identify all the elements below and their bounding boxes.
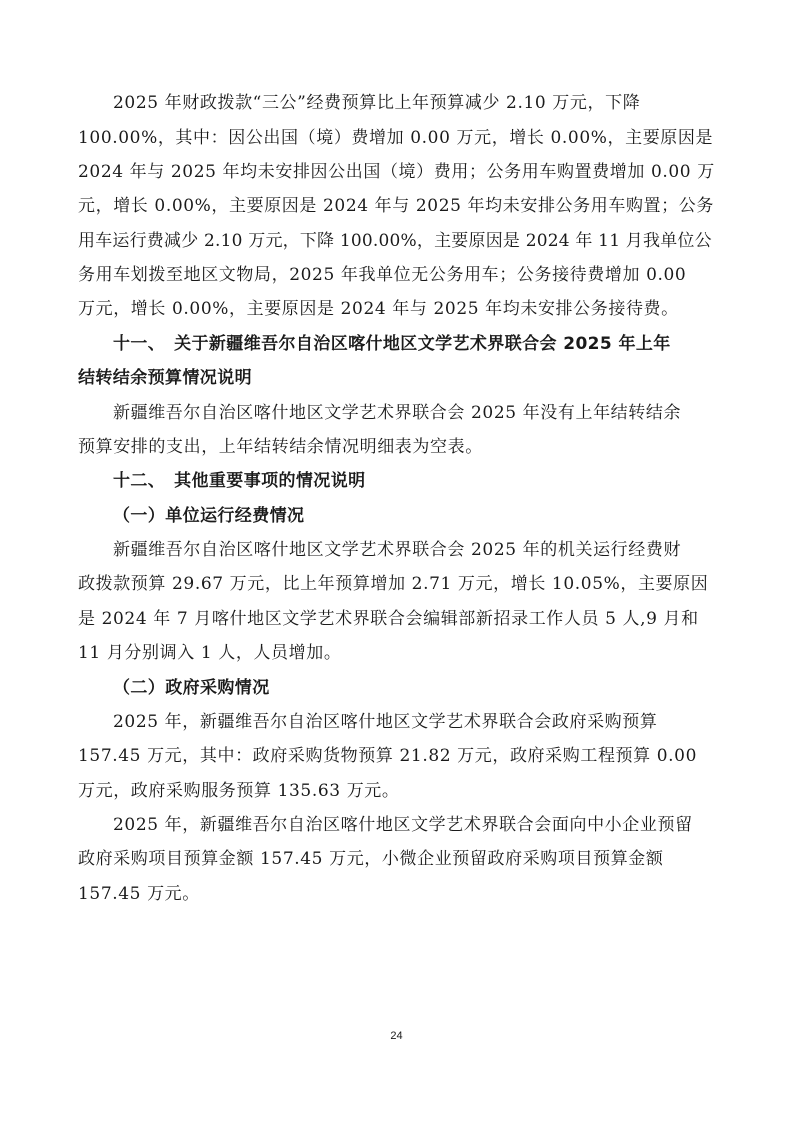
subsection-heading: （一）单位运行经费情况 <box>113 506 305 526</box>
text-line: 157.45 万元，其中：政府采购货物预算 21.82 万元，政府采购工程预算 0.00 <box>78 746 698 766</box>
text-line: 是 2024 年 7 月喀什地区文学艺术界联合会编辑部新招录工作人员 5 人,9 月和 <box>78 609 699 629</box>
text-line: 政拨款预算 29.67 万元，比上年预算增加 2.71 万元，增长 10.05%，主要原因 <box>78 574 709 594</box>
text-line: 新疆维吾尔自治区喀什地区文学艺术界联合会 2025 年没有上年结转结余 <box>113 403 682 423</box>
subsection-heading: （二）政府采购情况 <box>113 678 270 698</box>
text-line: 157.45 万元。 <box>78 884 200 904</box>
text-line: 11 月分别调入 1 人，人员增加。 <box>78 643 342 663</box>
text-line: 政府采购项目预算金额 157.45 万元，小微企业预留政府采购项目预算金额 <box>78 849 664 869</box>
page-number: 24 <box>390 1030 403 1042</box>
text-line: 预算安排的支出，上年结转结余情况明细表为空表。 <box>78 437 483 457</box>
section-heading: 十一、 关于新疆维吾尔自治区喀什地区文学艺术界联合会 2025 年上年 <box>113 334 671 354</box>
text-line: 2025 年，新疆维吾尔自治区喀什地区文学艺术界联合会面向中小企业预留 <box>113 815 693 835</box>
text-line: 用车运行费减少 2.10 万元，下降 100.00%，主要原因是 2024 年 11 月我单位公 <box>78 231 712 251</box>
text-line: 务用车划拨至地区文物局，2025 年我单位无公务用车；公务接待费增加 0.00 <box>78 265 687 285</box>
text-line: 2025 年财政拨款“三公”经费预算比上年预算减少 2.10 万元，下降 <box>113 93 641 113</box>
text-line: 2024 年与 2025 年均未安排因公出国（境）费用；公务用车购置费增加 0.00 万 <box>78 162 715 182</box>
text-line: 万元，增长 0.00%，主要原因是 2024 年与 2025 年均未安排公务接待费。 <box>78 299 679 319</box>
section-heading: 结转结余预算情况说明 <box>78 368 252 388</box>
section-heading: 十二、 其他重要事项的情况说明 <box>113 471 366 491</box>
text-line: 元，增长 0.00%，主要原因是 2024 年与 2025 年均未安排公务用车购置；公务 <box>78 196 714 216</box>
text-line: 新疆维吾尔自治区喀什地区文学艺术界联合会 2025 年的机关运行经费财 <box>113 540 682 560</box>
text-line: 100.00%，其中：因公出国（境）费增加 0.00 万元，增长 0.00%，主要原因是 <box>78 128 714 148</box>
text-line: 2025 年，新疆维吾尔自治区喀什地区文学艺术界联合会政府采购预算 <box>113 712 658 732</box>
text-line: 万元，政府采购服务预算 135.63 万元。 <box>78 781 400 801</box>
